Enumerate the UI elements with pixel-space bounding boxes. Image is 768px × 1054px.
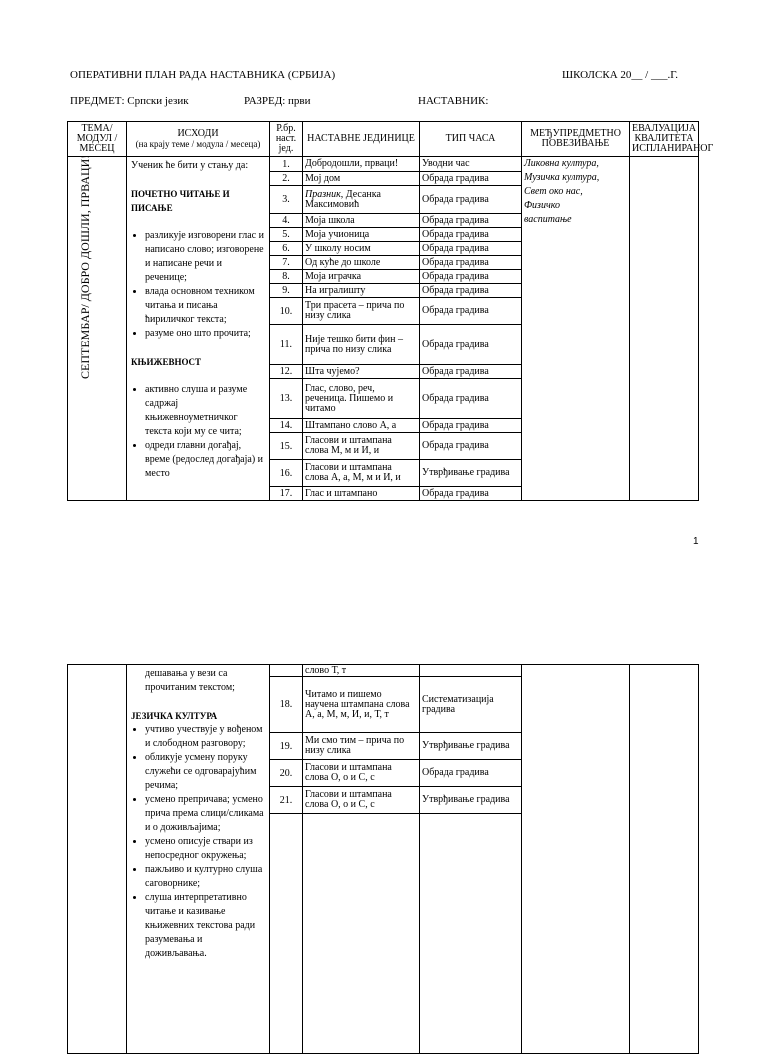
lesson-type: Обрада градива (420, 433, 522, 460)
lesson-number: 9. (270, 284, 303, 298)
lesson-unit-text: Добродошли, прваци! (305, 158, 399, 169)
lesson-type: Обрада градива (420, 487, 522, 501)
lesson-type: Обрада градива (420, 325, 522, 365)
lesson-number: 8. (270, 270, 303, 284)
lesson-row (68, 157, 699, 172)
lesson-number: 10. (270, 298, 303, 325)
col-tema-header: ТЕМА/ МОДУЛ / МЕСЕЦ (68, 122, 127, 157)
lesson-unit (303, 284, 420, 298)
lesson-number: 6. (270, 242, 303, 256)
povezivanje-cell (522, 665, 630, 1054)
outcome-item: • пажљиво и културно слуша саговорнике; (145, 863, 265, 891)
lesson-type: Обрада градива (420, 256, 522, 270)
lesson-type: Обрада градива (420, 379, 522, 419)
lesson-unit-text: Гласови и штампана слова М, м и И, и (305, 435, 392, 456)
lesson-number: 5. (270, 228, 303, 242)
col-povezivanje-header: МЕЂУПРЕДМЕТНО ПОВЕЗИВАЊЕ (522, 122, 630, 157)
outcome-item: • одреди главни догађај, време (редослед догађаја) и место (145, 439, 265, 481)
lesson-number: 13. (270, 379, 303, 419)
section-heading: ПОЧЕТНО ЧИТАЊЕ И ПИСАЊЕ (131, 189, 230, 213)
lesson-type: Обрада градива (420, 228, 522, 242)
outcome-list (131, 383, 265, 481)
tema-cell (68, 154, 127, 501)
lesson-unit-text: Моја школа (305, 214, 355, 226)
outcome-item: • разликује изговорени глас и написано слово; изговорене и написане речи и реченице; (145, 229, 265, 285)
plan-table-page1 (67, 121, 714, 501)
lesson-unit-rest: , Десанка Максимовић (305, 188, 381, 210)
lesson-unit-text: Глас, слово, реч, реченица. Пишемо и читамо (305, 382, 394, 414)
lesson-unit: Читамо и пишемо научена штампана слова А, а, М, м, И, и, Т, т (303, 677, 420, 733)
lesson-unit: Гласови и штампана слова О, о и С, с (303, 787, 420, 814)
lesson-unit (303, 214, 420, 228)
lesson-number: 4. (270, 214, 303, 228)
lesson-type: Утврђивање градива (420, 787, 522, 814)
lesson-unit (303, 379, 420, 419)
lesson-unit (303, 487, 420, 501)
page-number: 1 (693, 536, 699, 547)
evaluacija-cell (630, 665, 699, 1054)
ishodi-cell (127, 665, 270, 1054)
lesson-unit: Ми смо тим – прича по низу слика (303, 733, 420, 760)
lesson-number: 20. (270, 760, 303, 787)
ishodi-cell (127, 157, 270, 501)
outcome-list (131, 723, 265, 961)
section-heading: ЈЕЗИЧКА КУЛТУРА (131, 711, 218, 721)
lesson-type: Обрада градива (420, 298, 522, 325)
outcome-list (131, 229, 265, 341)
lesson-unit (303, 242, 420, 256)
lesson-unit-text: Шта чујемо? (305, 365, 360, 377)
outcome-item: • усмено описује ствари из непосредног окружења; (145, 835, 265, 863)
povezivanje-line: Ликовна култура, (524, 158, 599, 169)
plan-table-page2 (67, 664, 699, 1054)
teacher-label: НАСТАВНИК: (418, 95, 489, 107)
lesson-unit-text: Гласови и штампана слова А, а, М, м и И, и (305, 462, 401, 483)
lesson-unit (303, 365, 420, 379)
lesson-type: Систематизација градива (420, 677, 522, 733)
lesson-unit-italic: Празник (305, 188, 341, 200)
outcome-continuation: дешавања у вези са прочитаним текстом; (145, 668, 235, 693)
lesson-unit-text: На игралишту (305, 284, 366, 296)
tema-cell (68, 665, 127, 1054)
lesson-number: 3. (270, 186, 303, 214)
grade-label: РАЗРЕД: први (244, 95, 311, 107)
lesson-number: 16. (270, 460, 303, 487)
lesson-unit-text: Моја учионица (305, 228, 370, 240)
lesson-type: Обрада градива (420, 760, 522, 787)
lesson-number: 17. (270, 487, 303, 501)
lesson-unit-text: У школу носим (305, 242, 371, 254)
lesson-unit (303, 157, 420, 172)
lesson-unit: слово Т, т (303, 665, 420, 677)
col-ishodi-title: ИСХОДИ (177, 128, 219, 139)
lesson-number: 7. (270, 256, 303, 270)
col-tip-header: ТИП ЧАСА (420, 122, 522, 157)
lesson-unit-text: Глас и штампано (305, 487, 378, 499)
col-rbr-header: Р.бр. наст. јед. (270, 122, 303, 157)
lesson-type: Обрада градива (420, 186, 522, 214)
lesson-number: 2. (270, 172, 303, 186)
outcome-item: • разуме оно што прочита; (145, 327, 265, 341)
lesson-type: Уводни час (420, 157, 522, 172)
lesson-unit-text: Штампано слово А, а (305, 419, 397, 431)
lesson-row (68, 665, 699, 677)
lesson-unit (303, 270, 420, 284)
lesson-unit (303, 460, 420, 487)
lesson-type: Обрада градива (420, 172, 522, 186)
lesson-unit (303, 228, 420, 242)
lesson-type: Обрада градива (420, 365, 522, 379)
table-header-row (68, 122, 699, 157)
lesson-number: 21. (270, 787, 303, 814)
lesson-number: 12. (270, 365, 303, 379)
lesson-type: Обрада градива (420, 242, 522, 256)
tema-text: СЕПТЕМБАР/ ДОБРО ДОШЛИ, ПРВАЦИ! (78, 154, 92, 379)
lesson-number: 18. (270, 677, 303, 733)
empty-cell (303, 814, 420, 1054)
lesson-number: 15. (270, 433, 303, 460)
lesson-number: 11. (270, 325, 303, 365)
povezivanje-cell (522, 157, 630, 501)
lesson-unit (303, 256, 420, 270)
lesson-number: 1. (270, 157, 303, 172)
ishodi-intro: Ученик ће бити у стању да: (131, 160, 249, 171)
evaluacija-cell (630, 157, 699, 501)
lesson-unit-text: Три прасета – прича по низу слика (305, 300, 405, 321)
lesson-unit (303, 325, 420, 365)
lesson-type: Обрада градива (420, 284, 522, 298)
col-ishodi-subtitle: (на крају теме / модула / месеца) (135, 139, 261, 149)
lesson-unit (303, 186, 420, 214)
lesson-unit (303, 172, 420, 186)
lesson-number: 14. (270, 419, 303, 433)
outcome-item: • учтиво учествује у вођеном и слободном разговору; (145, 723, 265, 751)
lesson-unit-text: Није тешко бити фин – прича по низу слика (305, 333, 403, 355)
section-heading: КЊИЖЕВНОСТ (131, 357, 202, 367)
lesson-type: Обрада градива (420, 214, 522, 228)
document-title: ОПЕРАТИВНИ ПЛАН РАДА НАСТАВНИКА (СРБИЈА) (70, 69, 336, 81)
outcome-item: • обликује усмену поруку служећи се одговарајућим речима; (145, 751, 265, 793)
povezivanje-line: Физичко (524, 200, 561, 211)
lesson-unit (303, 298, 420, 325)
outcome-item: • усмено препричава; усмено прича према слици/сликама и о доживљајима; (145, 793, 265, 835)
outcome-item: • активно слуша и разуме садржај књижевноуметничког текста који му се чита; (145, 383, 265, 439)
lesson-unit-text: Мој дом (305, 172, 341, 184)
empty-cell (270, 814, 303, 1054)
col-jedinice-header: НАСТАВНЕ ЈЕДИНИЦЕ (303, 122, 420, 157)
lesson-unit-text: Моја играчка (305, 270, 362, 282)
povezivanje-line: васпитање (524, 214, 572, 225)
povezivanje-line: Свет око нас, (524, 186, 583, 197)
lesson-unit (303, 419, 420, 433)
lesson-number (270, 665, 303, 677)
subject-label: ПРЕДМЕТ: Српски језик (70, 95, 189, 107)
lesson-unit-text: Од куће до школе (305, 256, 381, 268)
lesson-type: Утврђивање градива (420, 460, 522, 487)
col-evaluacija-header: ЕВАЛУАЦИЈА КВАЛИТЕТА ИСПЛАНИРАНОГ (630, 122, 699, 157)
lesson-number: 19. (270, 733, 303, 760)
lesson-unit: Гласови и штампана слова О, о и С, с (303, 760, 420, 787)
lesson-type (420, 665, 522, 677)
lesson-type: Обрада градива (420, 270, 522, 284)
outcome-item: • влада основном техником читања и писања ћириличког текста; (145, 285, 265, 327)
empty-cell (420, 814, 522, 1054)
lesson-type: Утврђивање градива (420, 733, 522, 760)
lesson-type: Обрада градива (420, 419, 522, 433)
col-ishodi-header (127, 122, 270, 157)
lesson-unit (303, 433, 420, 460)
outcome-item: • слуша интерпретативно читање и казивање књижевних текстова ради разумевања и доживљавања. (145, 891, 265, 961)
povezivanje-line: Музичка култура, (524, 172, 600, 183)
school-year: ШКОЛСКА 20__ / ___.Г. (562, 69, 679, 81)
